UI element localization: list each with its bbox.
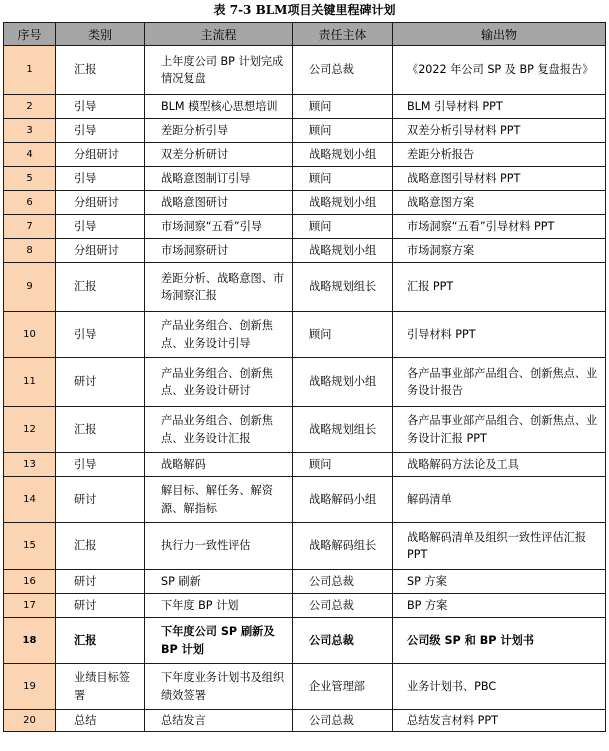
owner-cell: 顾问 <box>293 167 393 191</box>
owner-cell: 顾问 <box>293 119 393 143</box>
flow-cell: 总结发言 <box>145 710 293 732</box>
seq-cell: 13 <box>4 453 56 477</box>
category-cell: 汇报 <box>56 618 145 664</box>
output-cell: 双差分析引导材料 PPT <box>393 119 606 143</box>
table-row <box>4 358 606 407</box>
flow-cell: 产品业务组合、创新焦点、业务设计研讨 <box>145 358 293 407</box>
output-cell: 各产品事业部产品组合、创新焦点、业务设计报告 <box>393 358 606 407</box>
output-cell: 《2022 年公司 SP 及 BP 复盘报告》 <box>393 46 606 95</box>
category-cell: 研讨 <box>56 594 145 618</box>
seq-cell: 4 <box>4 143 56 167</box>
flow-cell: 市场洞察研讨 <box>145 239 293 263</box>
seq-cell: 20 <box>4 710 56 732</box>
header-output: 输出物 <box>393 23 606 46</box>
output-cell: 战略解码清单及组织一致性评估汇报 PPT <box>393 523 606 570</box>
seq-cell: 6 <box>4 191 56 215</box>
owner-cell: 公司总裁 <box>293 570 393 594</box>
seq-cell: 2 <box>4 95 56 119</box>
owner-cell: 企业管理部 <box>293 664 393 710</box>
output-cell: 市场洞察“五看”引导材料 PPT <box>393 215 606 239</box>
seq-cell: 10 <box>4 312 56 358</box>
table-row <box>4 143 606 167</box>
seq-cell: 19 <box>4 664 56 710</box>
flow-cell: 下年度业务计划书及组织绩效签署 <box>145 664 293 710</box>
header-row <box>4 23 606 46</box>
owner-cell: 公司总裁 <box>293 618 393 664</box>
seq-cell: 18 <box>4 618 56 664</box>
output-cell: 汇报 PPT <box>393 263 606 312</box>
category-cell: 分组研讨 <box>56 239 145 263</box>
flow-cell: 差距分析引导 <box>145 119 293 143</box>
flow-cell: 双差分析研讨 <box>145 143 293 167</box>
owner-cell: 战略规划组长 <box>293 407 393 453</box>
category-cell: 引导 <box>56 453 145 477</box>
milestone-table <box>3 22 606 732</box>
category-cell: 研讨 <box>56 358 145 407</box>
table-row <box>4 312 606 358</box>
table-row <box>4 167 606 191</box>
category-cell: 分组研讨 <box>56 143 145 167</box>
owner-cell: 公司总裁 <box>293 46 393 95</box>
output-cell: SP 方案 <box>393 570 606 594</box>
category-cell: 引导 <box>56 119 145 143</box>
flow-cell: SP 刷新 <box>145 570 293 594</box>
category-cell: 业绩目标签署 <box>56 664 145 710</box>
header-flow: 主流程 <box>145 23 293 46</box>
category-cell: 汇报 <box>56 523 145 570</box>
table-row <box>4 594 606 618</box>
flow-cell: 执行力一致性评估 <box>145 523 293 570</box>
owner-cell: 顾问 <box>293 312 393 358</box>
owner-cell: 战略解码组长 <box>293 523 393 570</box>
flow-cell: 差距分析、战略意图、市场洞察汇报 <box>145 263 293 312</box>
category-cell: 汇报 <box>56 46 145 95</box>
table-row <box>4 46 606 95</box>
table-row <box>4 710 606 732</box>
table-row <box>4 215 606 239</box>
owner-cell: 战略规划组长 <box>293 263 393 312</box>
table-row <box>4 453 606 477</box>
output-cell: BLM 引导材料 PPT <box>393 95 606 119</box>
flow-cell: 战略意图研讨 <box>145 191 293 215</box>
table-row <box>4 119 606 143</box>
table-row <box>4 664 606 710</box>
output-cell: 业务计划书、PBC <box>393 664 606 710</box>
table-row <box>4 570 606 594</box>
output-cell: 总结发言材料 PPT <box>393 710 606 732</box>
flow-cell: 产品业务组合、创新焦点、业务设计汇报 <box>145 407 293 453</box>
flow-cell: 下年度公司 SP 刷新及 BP 计划 <box>145 618 293 664</box>
flow-cell: 产品业务组合、创新焦点、业务设计引导 <box>145 312 293 358</box>
owner-cell: 战略规划小组 <box>293 239 393 263</box>
category-cell: 研讨 <box>56 477 145 523</box>
owner-cell: 公司总裁 <box>293 710 393 732</box>
output-cell: 战略意图方案 <box>393 191 606 215</box>
output-cell: 引导材料 PPT <box>393 312 606 358</box>
output-cell: 战略意图引导材料 PPT <box>393 167 606 191</box>
flow-cell: 下年度 BP 计划 <box>145 594 293 618</box>
category-cell: 引导 <box>56 215 145 239</box>
flow-cell: 上年度公司 BP 计划完成情况复盘 <box>145 46 293 95</box>
category-cell: 汇报 <box>56 407 145 453</box>
flow-cell: BLM 模型核心思想培训 <box>145 95 293 119</box>
table-row <box>4 263 606 312</box>
seq-cell: 1 <box>4 46 56 95</box>
owner-cell: 顾问 <box>293 453 393 477</box>
owner-cell: 战略规划小组 <box>293 191 393 215</box>
category-cell: 引导 <box>56 95 145 119</box>
owner-cell: 战略规划小组 <box>293 143 393 167</box>
seq-cell: 11 <box>4 358 56 407</box>
category-cell: 引导 <box>56 312 145 358</box>
seq-cell: 14 <box>4 477 56 523</box>
owner-cell: 顾问 <box>293 215 393 239</box>
category-cell: 汇报 <box>56 263 145 312</box>
output-cell: BP 方案 <box>393 594 606 618</box>
seq-cell: 8 <box>4 239 56 263</box>
header-category: 类别 <box>56 23 145 46</box>
seq-cell: 16 <box>4 570 56 594</box>
flow-cell: 战略意图制订引导 <box>145 167 293 191</box>
output-cell: 战略解码方法论及工具 <box>393 453 606 477</box>
flow-cell: 战略解码 <box>145 453 293 477</box>
seq-cell: 12 <box>4 407 56 453</box>
seq-cell: 7 <box>4 215 56 239</box>
category-cell: 引导 <box>56 167 145 191</box>
output-cell: 市场洞察方案 <box>393 239 606 263</box>
owner-cell: 战略规划小组 <box>293 358 393 407</box>
table-row <box>4 477 606 523</box>
seq-cell: 15 <box>4 523 56 570</box>
table-title: 表 7-3 BLM项目关键里程碑计划 <box>213 3 396 17</box>
header-owner: 责任主体 <box>293 23 393 46</box>
category-cell: 总结 <box>56 710 145 732</box>
owner-cell: 顾问 <box>293 95 393 119</box>
category-cell: 研讨 <box>56 570 145 594</box>
seq-cell: 3 <box>4 119 56 143</box>
table-row <box>4 95 606 119</box>
owner-cell: 公司总裁 <box>293 594 393 618</box>
table-row <box>4 407 606 453</box>
flow-cell: 市场洞察“五看”引导 <box>145 215 293 239</box>
seq-cell: 9 <box>4 263 56 312</box>
output-cell: 解码清单 <box>393 477 606 523</box>
owner-cell: 战略解码小组 <box>293 477 393 523</box>
seq-cell: 5 <box>4 167 56 191</box>
table-row <box>4 523 606 570</box>
seq-cell: 17 <box>4 594 56 618</box>
output-cell: 差距分析报告 <box>393 143 606 167</box>
flow-cell: 解目标、解任务、解资源、解指标 <box>145 477 293 523</box>
output-cell: 各产品事业部产品组合、创新焦点、业务设计汇报 PPT <box>393 407 606 453</box>
table-row <box>4 239 606 263</box>
table-row <box>4 191 606 215</box>
table-row <box>4 618 606 664</box>
output-cell: 公司级 SP 和 BP 计划书 <box>393 618 606 664</box>
category-cell: 分组研讨 <box>56 191 145 215</box>
header-seq: 序号 <box>4 23 56 46</box>
